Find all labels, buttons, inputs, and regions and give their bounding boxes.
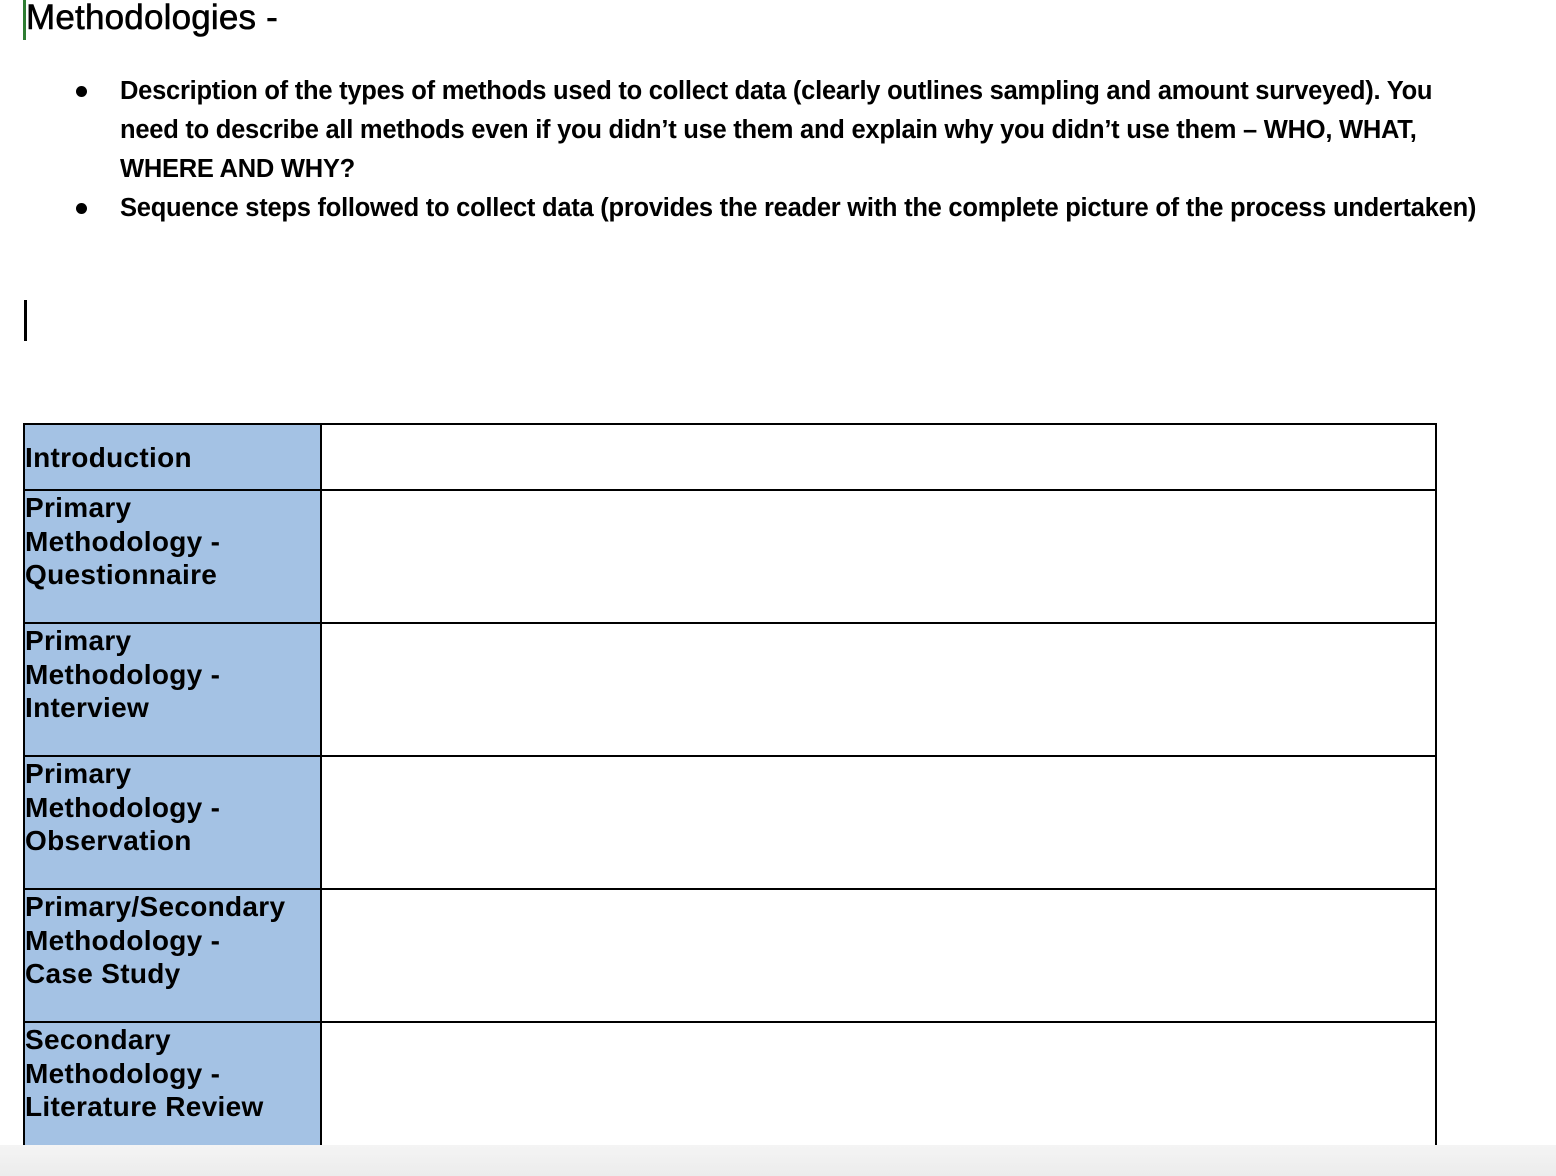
- row-value-literature-review[interactable]: [321, 1022, 1436, 1155]
- bullet-text: Sequence steps followed to collect data (provides the reader with the complete picture of the process undertaken): [120, 194, 1477, 222]
- bullet-dot-icon: [76, 203, 87, 214]
- bullet-item[interactable]: [70, 72, 1490, 189]
- table-row: [24, 1022, 1436, 1155]
- bullet-text: Description of the types of methods used to collect data (clearly outlines sampling and amount surveyed). You need to describe all methods even if you didn’t use them and explain why you didn’t use them – WHO, WHAT, WHERE AND WHY?: [120, 77, 1433, 183]
- row-label-literature-review[interactable]: Secondary Methodology - Literature Review: [24, 1022, 321, 1155]
- row-value-interview[interactable]: [321, 623, 1436, 756]
- table-row: [24, 623, 1436, 756]
- table-row: [24, 756, 1436, 889]
- table-row: [24, 889, 1436, 1022]
- table-row: [24, 424, 1436, 490]
- row-value-case-study[interactable]: [321, 889, 1436, 1022]
- row-label-observation[interactable]: Primary Methodology - Observation: [24, 756, 321, 889]
- row-value-introduction[interactable]: [321, 424, 1436, 490]
- bullet-dot-icon: [76, 86, 87, 97]
- row-value-questionnaire[interactable]: [321, 490, 1436, 623]
- methodology-table: [23, 423, 1437, 1156]
- page-bottom-edge: [0, 1145, 1556, 1176]
- row-label-case-study[interactable]: Primary/Secondary Methodology - Case Study: [24, 889, 321, 1022]
- row-label-interview[interactable]: Primary Methodology - Interview: [24, 623, 321, 756]
- text-cursor: [24, 300, 27, 341]
- row-value-observation[interactable]: [321, 756, 1436, 889]
- page-title[interactable]: Methodologies -: [26, 0, 279, 37]
- row-label-questionnaire[interactable]: Primary Methodology - Questionnaire: [24, 490, 321, 623]
- row-label-introduction[interactable]: Introduction: [24, 424, 321, 490]
- table-row: [24, 490, 1436, 623]
- bullet-list: [70, 72, 1490, 228]
- bullet-item[interactable]: [70, 189, 1490, 228]
